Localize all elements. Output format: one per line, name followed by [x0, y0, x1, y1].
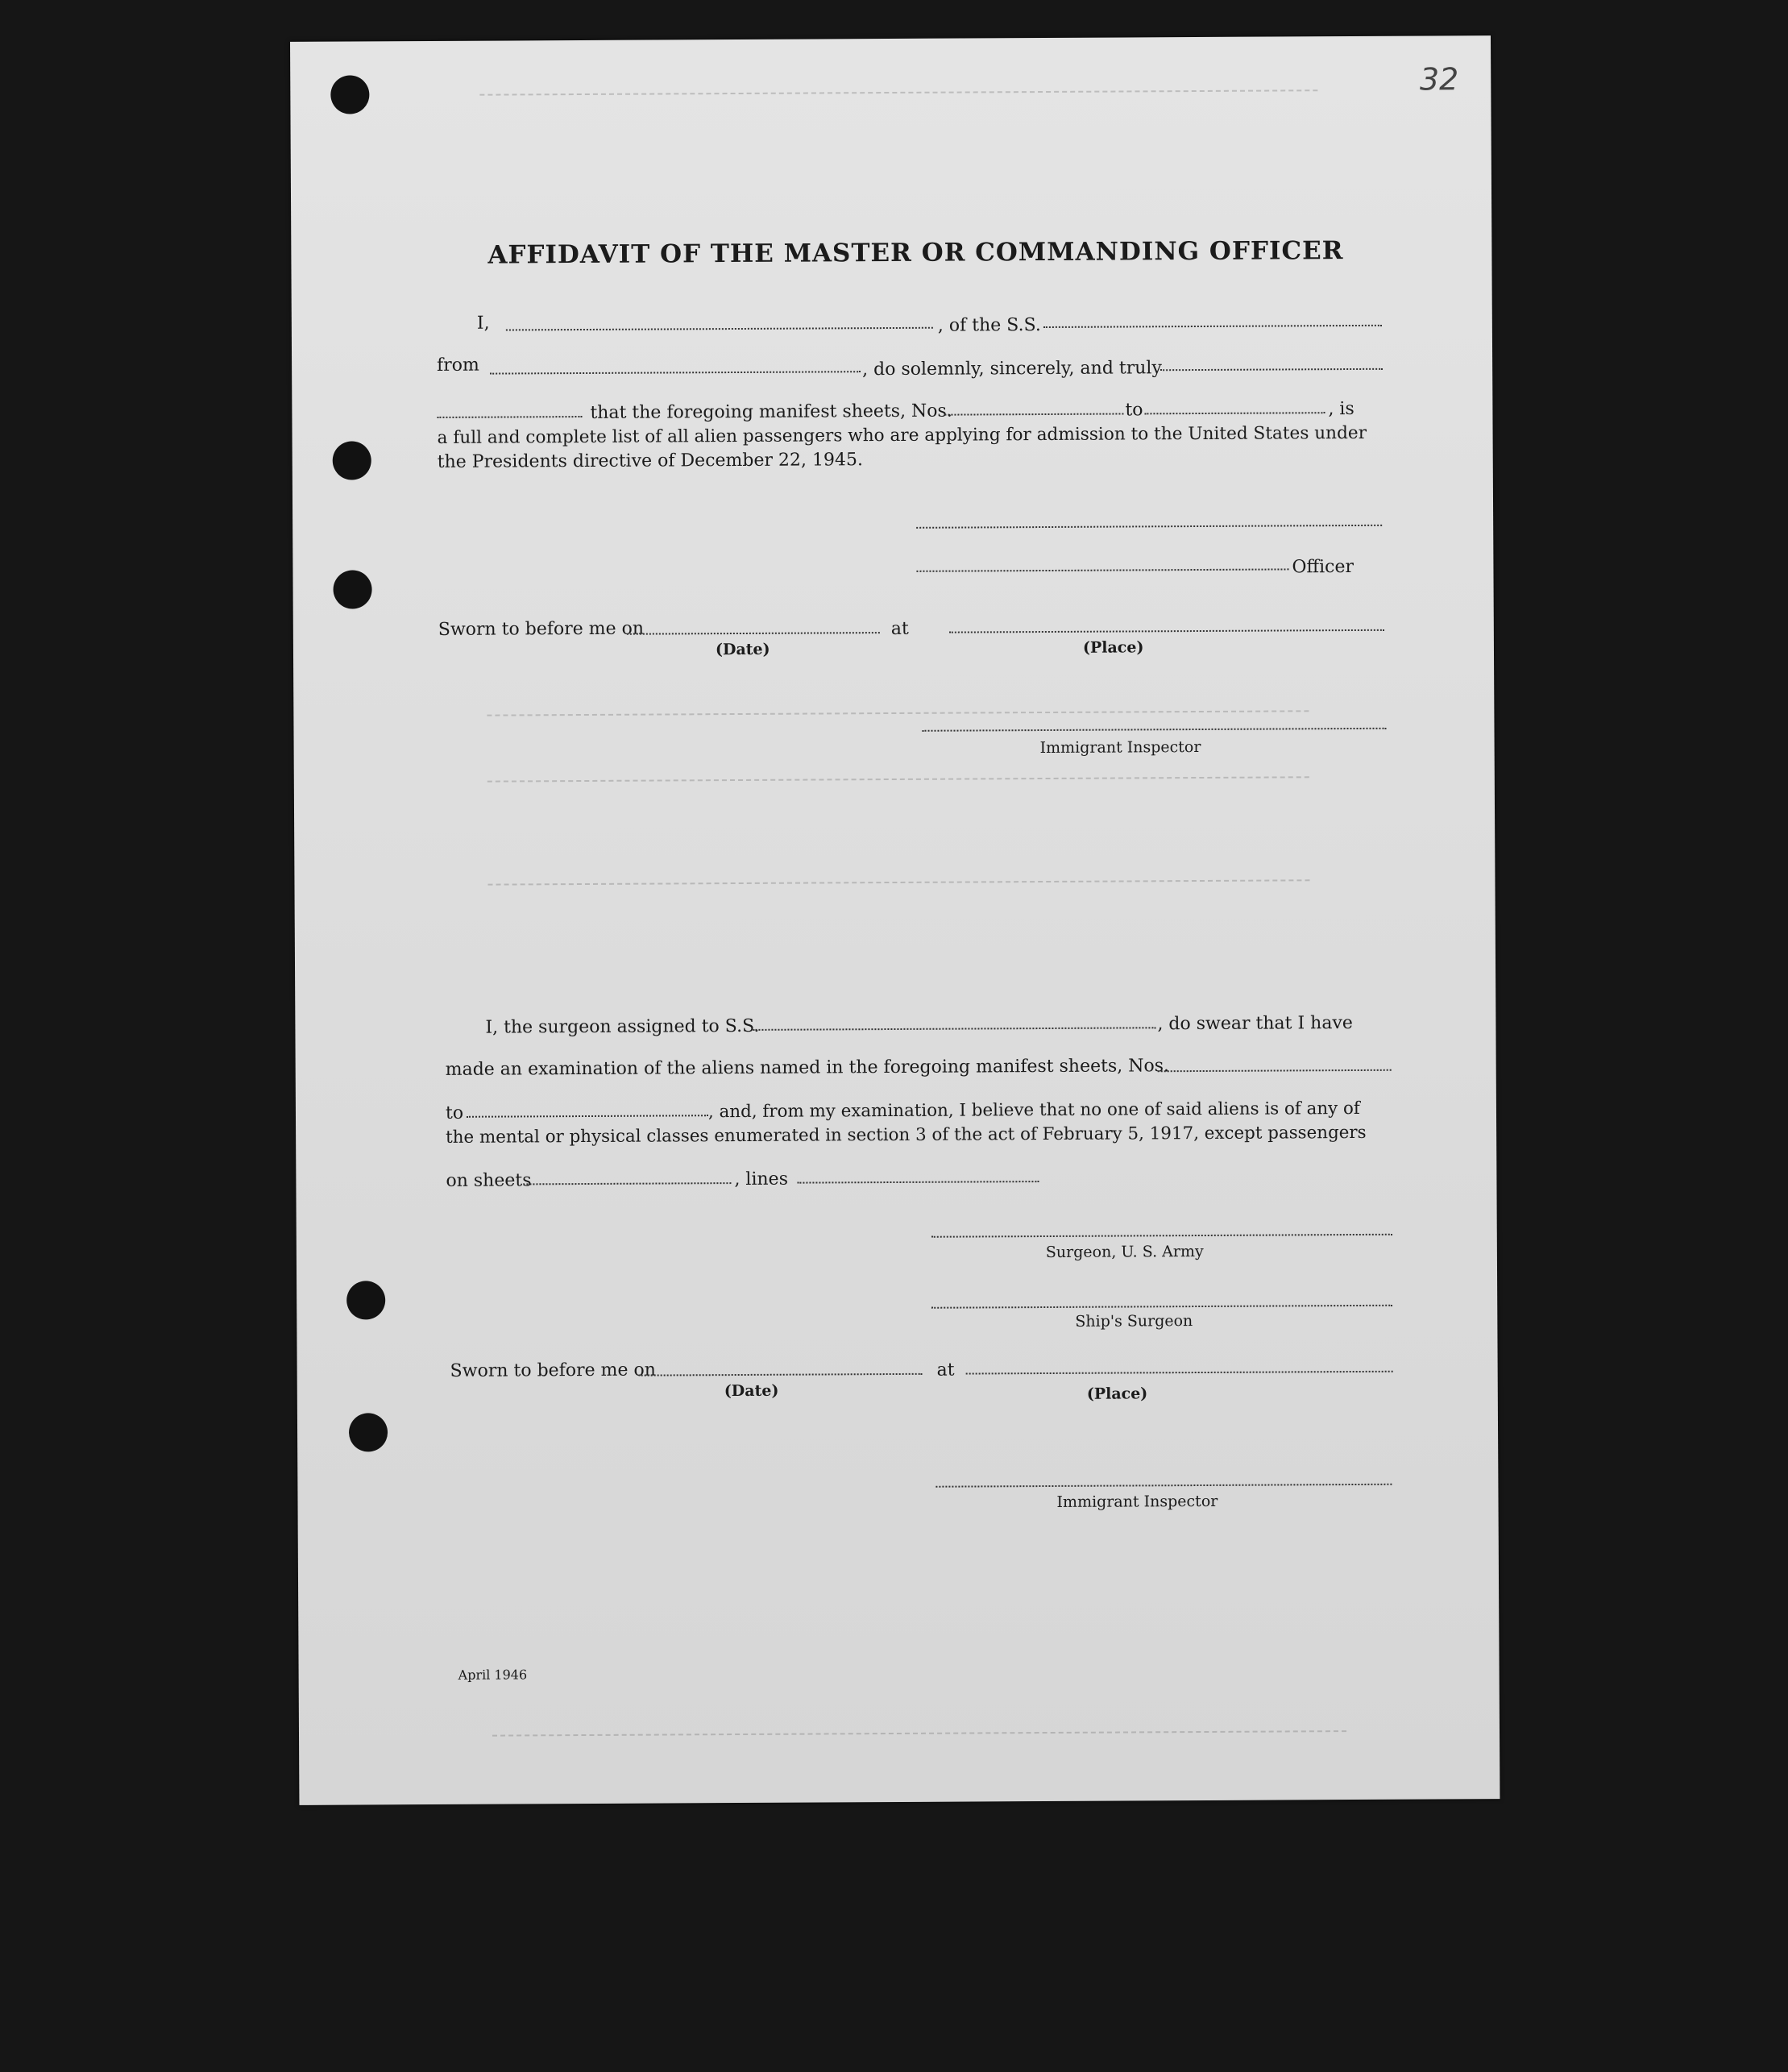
text-line5: the Presidents directive of December 22, 1945.	[437, 450, 864, 472]
form-title: AFFIDAVIT OF THE MASTER OR COMMANDING OFFICER	[487, 236, 1344, 270]
text-surgeon-at: at	[936, 1360, 955, 1381]
sheets-to-field[interactable]	[1144, 412, 1325, 414]
text-line4: a full and complete list of all alien passengers who are applying for admission to the United States under	[437, 422, 1367, 448]
sworn-place-field[interactable]	[949, 629, 1384, 633]
army-surgeon-signature-field[interactable]	[931, 1234, 1392, 1238]
sworn-date-field[interactable]	[627, 632, 880, 635]
ship-surgeon-signature-field[interactable]	[931, 1305, 1392, 1309]
surgeon-sworn-date-field[interactable]	[639, 1373, 923, 1376]
text-surgeon-line5b: , lines	[734, 1169, 789, 1190]
officer-signature-field[interactable]	[916, 525, 1382, 529]
text-is: , is	[1328, 398, 1354, 420]
place-caption: (Place)	[1082, 638, 1144, 657]
bleed-through-line	[487, 776, 1309, 782]
examined-sheets-to-field[interactable]	[467, 1115, 708, 1118]
surgeon-date-caption: (Date)	[724, 1381, 779, 1401]
surgeon-inspector-label: Immigrant Inspector	[1056, 1492, 1218, 1511]
exception-lines-field[interactable]	[797, 1181, 1039, 1184]
ship-name-field[interactable]	[1043, 325, 1382, 328]
exception-sheets-field[interactable]	[526, 1182, 731, 1185]
folio-number: 32	[1419, 61, 1459, 98]
text-surgeon-line2: made an examination of the aliens named in the foregoing manifest sheets, Nos.	[445, 1056, 1170, 1080]
master-name-field[interactable]	[506, 327, 933, 331]
text-surgeon-line3b: , and, from my examination, I believe that no one of said aliens is of any of	[707, 1098, 1360, 1123]
text-to: to	[1125, 400, 1143, 421]
text-surgeon-sworn: Sworn to before me on	[450, 1360, 656, 1381]
surgeon-sworn-place-field[interactable]	[966, 1371, 1393, 1375]
text-of-the-ss: , of the S.S.	[937, 315, 1041, 336]
ship-surgeon-label: Ship's Surgeon	[1075, 1312, 1193, 1331]
army-surgeon-label: Surgeon, U. S. Army	[1045, 1242, 1204, 1262]
text-sworn: Sworn to before me on	[438, 618, 645, 640]
from-port-field[interactable]	[490, 371, 861, 374]
binder-hole	[330, 75, 369, 114]
text-surgeon-line4: the mental or physical classes enumerated in section 3 of the act of February 5, 1917, except passengers	[446, 1122, 1367, 1148]
text-i: I,	[476, 313, 490, 334]
surgeon-place-caption: (Place)	[1086, 1385, 1148, 1403]
bleed-through-line	[479, 89, 1317, 95]
officer-title-field[interactable]	[916, 568, 1288, 571]
text-do-solemnly: , do solemnly, sincerely, and truly	[862, 358, 1162, 380]
inspector-signature-field[interactable]	[922, 728, 1386, 732]
text-surgeon-line3a: to	[445, 1102, 464, 1123]
surgeon-inspector-signature-field[interactable]	[935, 1484, 1392, 1488]
affidavit-page	[290, 35, 1500, 1805]
officer-label: Officer	[1292, 556, 1354, 578]
oath-verb-field[interactable]	[437, 416, 582, 418]
binder-hole	[346, 1281, 385, 1319]
bleed-through-line	[487, 879, 1309, 885]
sheets-from-field[interactable]	[944, 413, 1123, 415]
inspector-label: Immigrant Inspector	[1039, 737, 1201, 758]
bleed-through-line	[492, 1730, 1346, 1737]
form-date-footer: April 1946	[458, 1667, 528, 1683]
text-from: from	[437, 355, 479, 376]
binder-hole	[349, 1413, 388, 1451]
bleed-through-line	[487, 710, 1309, 716]
binder-hole	[333, 441, 371, 480]
binder-hole	[333, 570, 371, 608]
text-surgeon-line1b: , do swear that I have	[1157, 1013, 1353, 1035]
surgeon-ship-field[interactable]	[753, 1027, 1155, 1031]
examined-sheets-from-field[interactable]	[1158, 1069, 1392, 1073]
text-that-foregoing: that the foregoing manifest sheets, Nos.	[590, 401, 952, 423]
date-caption: (Date)	[715, 640, 770, 659]
text-surgeon-line1a: I, the surgeon assigned to S.S.	[485, 1015, 760, 1038]
text-surgeon-line5a: on sheets	[446, 1170, 532, 1191]
text-at: at	[890, 618, 909, 640]
oath-type-field[interactable]	[1160, 368, 1383, 371]
